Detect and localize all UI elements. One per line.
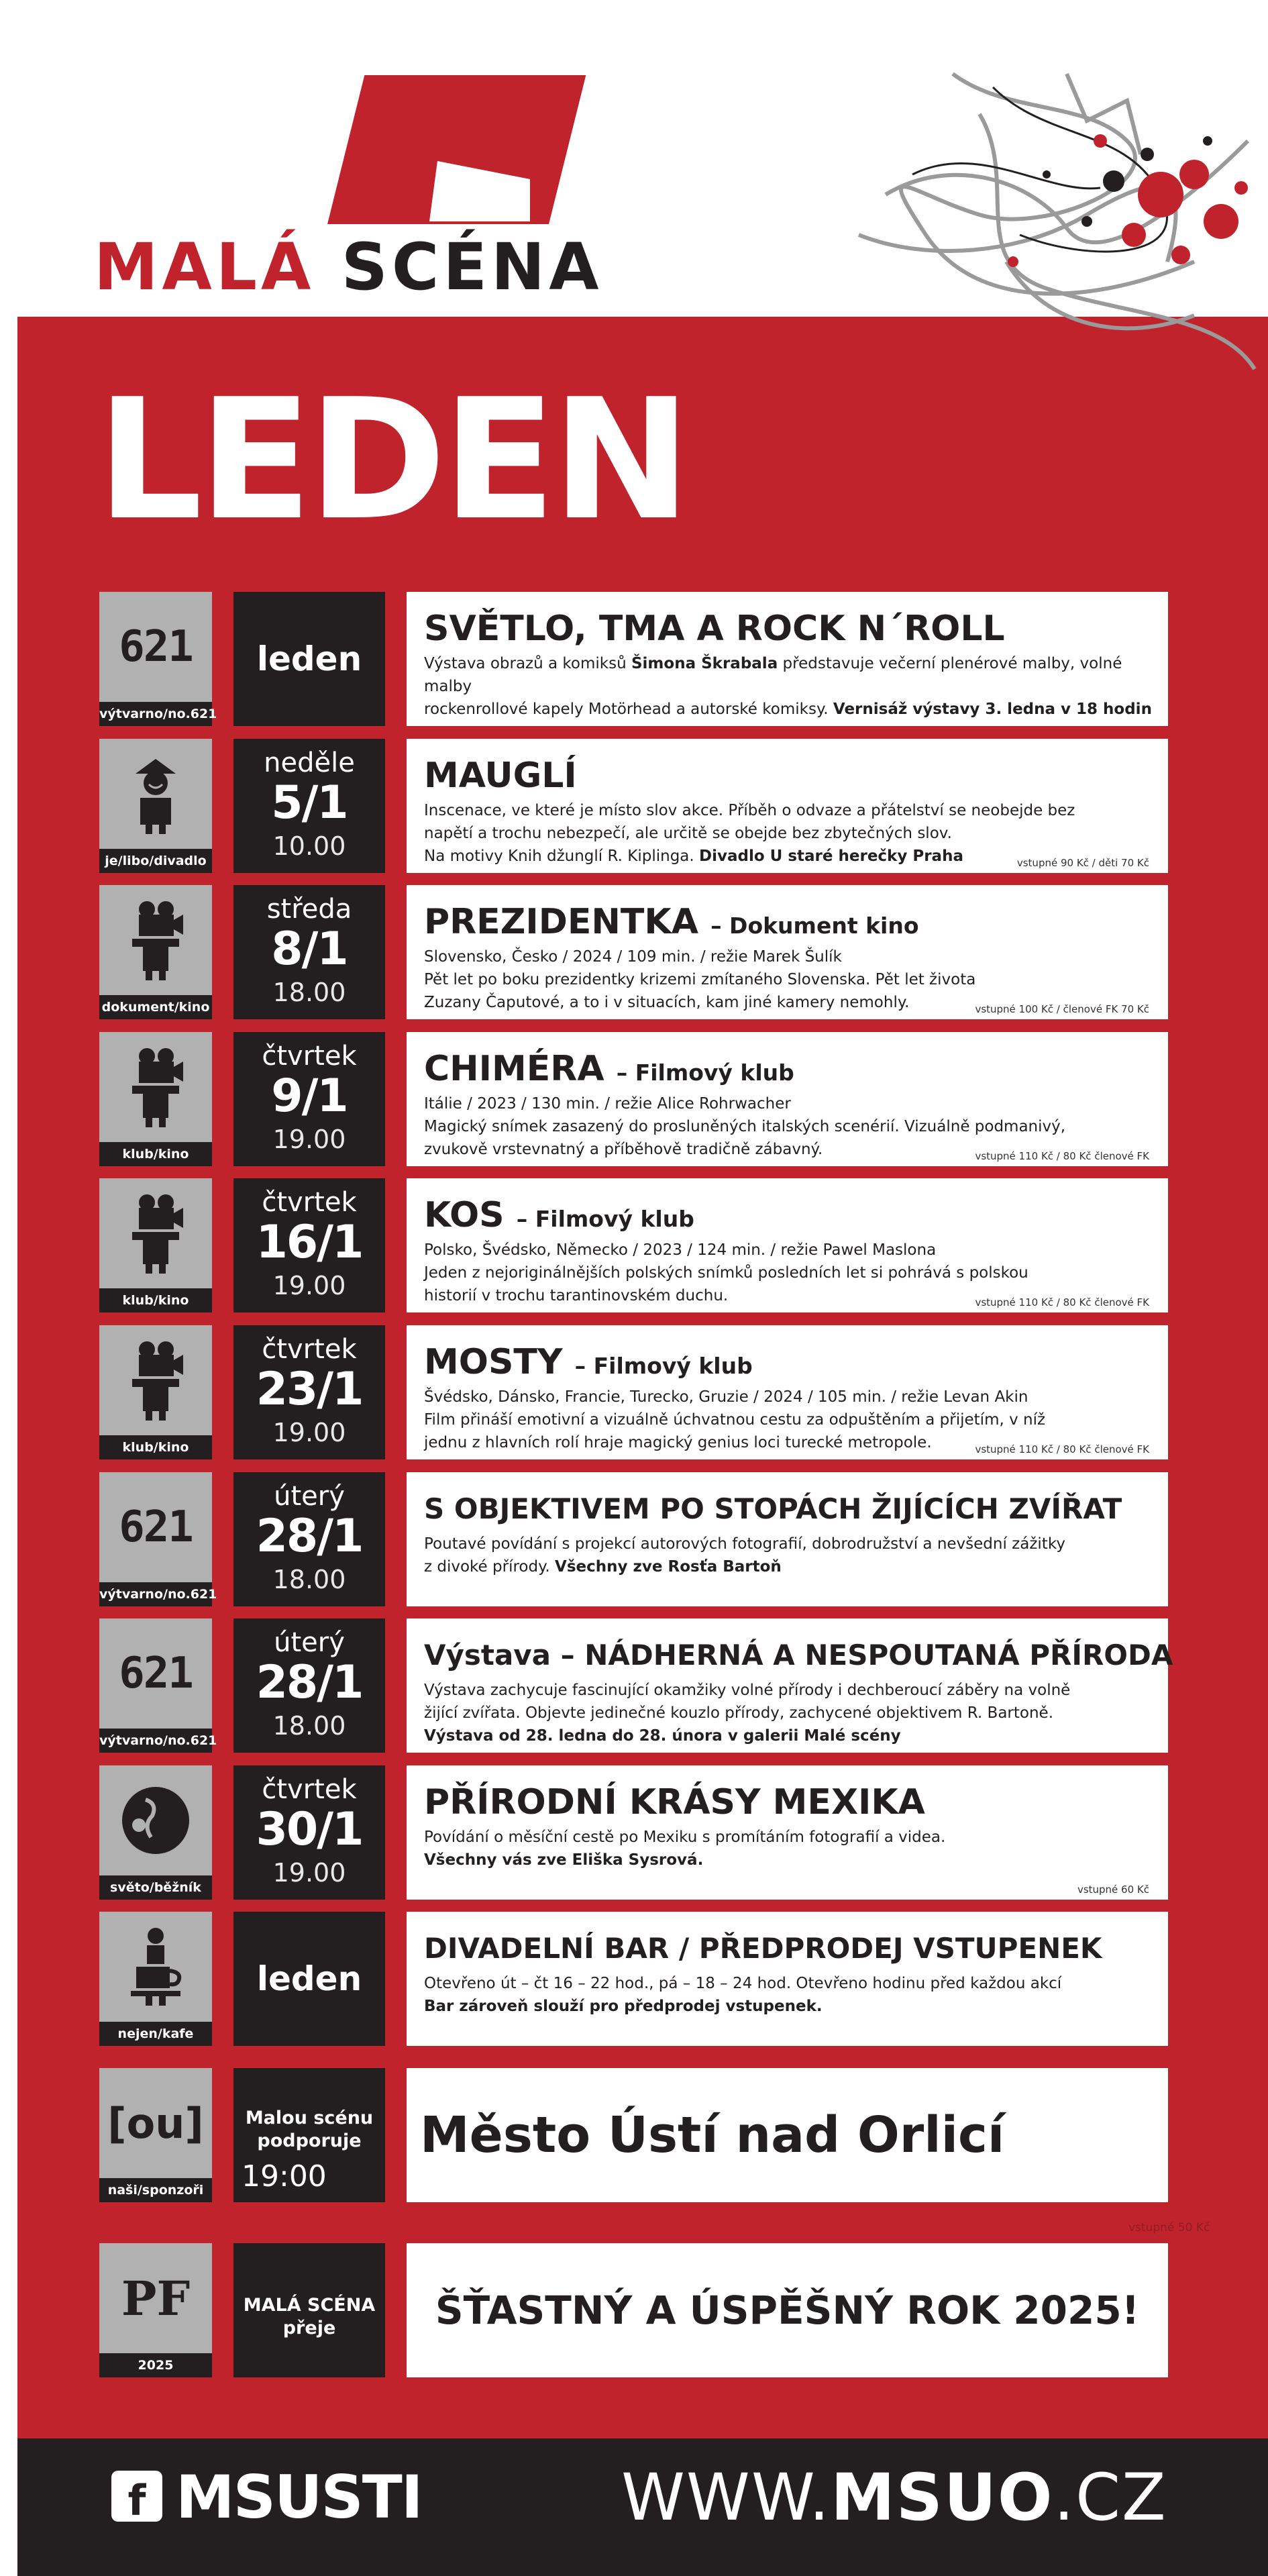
event-time: 10.00: [272, 831, 346, 861]
category-label: nejen/kafe: [99, 2022, 212, 2046]
event-date: 28/1: [256, 1656, 363, 1709]
event-title[interactable]: [424, 1490, 1122, 1529]
event-icon-box: [99, 1912, 212, 2046]
event-row: [0, 1472, 1268, 1606]
event-date-box: [233, 885, 385, 1019]
logo-word-scena: SCÉNA: [341, 229, 603, 305]
event-title-sub: – Filmový klub: [616, 1060, 794, 1086]
event-date-box: [233, 1618, 385, 1753]
event-card: [407, 1032, 1168, 1166]
web-prefix: WWW.: [621, 2460, 831, 2535]
event-weekday: úterý: [274, 1627, 345, 1658]
event-price: vstupné 60 Kč: [1077, 1884, 1149, 1896]
event-title-main: CHIMÉRA: [424, 1049, 604, 1089]
category-label: naši/sponzoři: [99, 2178, 212, 2202]
event-date: 30/1: [256, 1803, 363, 1856]
event-date-box: [233, 739, 385, 873]
event-icon-box: [99, 1325, 212, 1459]
event-time: 18.00: [272, 1711, 346, 1741]
gallery-621-text: 621: [119, 1502, 193, 1552]
event-weekday: čtvrtek: [262, 1334, 357, 1365]
gallery-621-icon: [99, 592, 212, 702]
category-label: světo/běžník: [99, 1875, 212, 1900]
event-title-main: DIVADELNÍ BAR / PŘEDPRODEJ VSTUPENEK: [424, 1932, 1102, 1965]
event-title[interactable]: [424, 903, 919, 945]
gallery-621-icon: [99, 1618, 212, 1729]
event-row: [0, 1765, 1268, 1900]
event-time: 18.00: [272, 978, 346, 1007]
coffee-figure-icon: [99, 1912, 212, 2022]
facebook-icon[interactable]: f: [111, 2471, 162, 2522]
pf-card: [407, 2243, 1168, 2377]
event-weekday: čtvrtek: [262, 1774, 357, 1805]
event-price: vstupné 110 Kč / 80 Kč členové FK: [975, 1443, 1149, 1455]
event-date-box: [233, 1032, 385, 1166]
event-date-word: leden: [256, 1959, 362, 1998]
event-date: 28/1: [256, 1510, 363, 1563]
event-title-main: S OBJEKTIVEM PO STOPÁCH ŽIJÍCÍCH ZVÍŘAT: [424, 1492, 1122, 1525]
event-card: [407, 1912, 1168, 2046]
sponsor-row: [0, 2068, 1268, 2202]
sponsor-support-text: Malou scénu podporuje: [245, 2108, 374, 2151]
event-price: vstupné 100 Kč / členové FK 70 Kč: [975, 1003, 1149, 1015]
event-title[interactable]: [424, 1049, 794, 1092]
film-camera-figure-icon: [99, 885, 212, 995]
film-camera-figure-icon: [99, 1032, 212, 1142]
event-weekday: čtvrtek: [262, 1187, 357, 1218]
event-price: vstupné 90 Kč / děti 70 Kč: [1016, 857, 1149, 869]
event-time: 19.00: [272, 1125, 346, 1154]
event-row: [0, 885, 1268, 1019]
event-date: 8/1: [271, 923, 348, 976]
event-weekday: neděle: [264, 748, 355, 778]
event-title-main: SVĚTLO, TMA A ROCK N´ROLL: [424, 609, 1005, 649]
category-label: je/libo/divadlo: [99, 849, 212, 873]
gallery-621-text: 621: [119, 1649, 193, 1698]
event-description: Otevřeno út – čt 16 – 22 hod., pá – 18 – 24 hod. Otevřeno hodinu před každou akcí Bar zároveň slouží pro předprodej vstupenek.: [424, 1975, 1062, 2015]
event-card: [407, 1472, 1168, 1606]
category-label: klub/kino: [99, 1142, 212, 1166]
film-camera-figure-icon: [99, 1325, 212, 1435]
category-label: klub/kino: [99, 1435, 212, 1459]
event-description: Výstava obrazů a komiksů Šimona Škrabala představuje večerní plenérové malby, volné malby rockenrollové kapely Motörhead a autorské komiksy. Vernisáž výstavy 3. ledna v 18 hodin: [424, 655, 1152, 718]
event-time: 18.00: [272, 1565, 346, 1594]
event-title-sub: – Filmový klub: [516, 1206, 694, 1232]
pf-icon-box: [99, 2243, 212, 2377]
event-time: 19.00: [272, 1271, 346, 1300]
event-title-main: MOSTY: [424, 1342, 563, 1382]
event-row: [0, 592, 1268, 726]
gallery-621-icon: [99, 1472, 212, 1582]
paint-splash-decoration: [845, 60, 1268, 436]
world-globe-icon: [99, 1765, 212, 1875]
event-date-box: [233, 1325, 385, 1459]
event-date-box: [233, 1912, 385, 2046]
event-title[interactable]: [424, 1196, 694, 1239]
event-icon-box: [99, 885, 212, 1019]
event-card: [407, 1765, 1168, 1900]
pf-label: MALÁ SCÉNA přeje: [243, 2295, 376, 2338]
category-label: výtvarno/no.621: [99, 1729, 212, 1753]
event-row: [0, 1178, 1268, 1312]
event-date-word: leden: [256, 639, 362, 678]
event-description: Švédsko, Dánsko, Francie, Turecko, Gruzie / 2024 / 105 min. / režie Levan Akin Film přináší emotivní a vizuálně úchvatnou cestu za odpuštěním a přijetím, v níž jednu z hlavních rolí hraje magický genius loci turecké metropole.: [424, 1388, 1046, 1451]
logo-word-mala: MALÁ: [94, 229, 315, 305]
event-card: [407, 592, 1168, 726]
footer: [17, 2438, 1268, 2576]
event-date: 23/1: [256, 1363, 363, 1416]
event-title[interactable]: [424, 1783, 925, 1822]
event-card: [407, 739, 1168, 873]
event-description: Slovensko, Česko / 2024 / 109 min. / režie Marek Šulík Pět let po boku prezidentky krizemi zmítaného Slovenska. Pět let života Zuzany Čaputové, a to i v situacích, kam jiné kamery nemohly.: [424, 948, 976, 1011]
category-label: výtvarno/no.621: [99, 702, 212, 726]
event-date: 9/1: [271, 1070, 348, 1123]
event-date-box: [233, 592, 385, 726]
sponsor-icon-box: [99, 2068, 212, 2202]
event-icon-box: [99, 1618, 217, 1753]
event-description: Poutavé povídání s projekcí autorových fotografií, dobrodružství a nevšední zážitky z divoké přírody. Všechny zve Rosťa Bartoň: [424, 1535, 1065, 1576]
sponsor-date-box: [233, 2068, 385, 2202]
event-description: Inscenace, ve které je místo slov akce. Příběh o odvaze a přátelství se neobejde bez napětí a trochu nebezpečí, ale určitě se obejde bez zbytečných slov. Na motivy Knih džunglí R. Kiplinga. Divadlo U staré herečky Praha: [424, 802, 1075, 865]
event-card: [407, 1178, 1168, 1312]
event-card: [407, 885, 1168, 1019]
event-title-sub: – Dokument kino: [710, 913, 919, 939]
event-date: 5/1: [271, 776, 348, 829]
event-row: [0, 1325, 1268, 1459]
facebook-handle[interactable]: MSUSTI: [176, 2463, 422, 2532]
event-title[interactable]: [424, 1636, 1173, 1675]
category-label: výtvarno/no.621: [99, 1582, 212, 1606]
event-title[interactable]: [424, 609, 1005, 648]
category-label: 2025: [99, 2353, 212, 2377]
logo-wordmark: [94, 229, 603, 305]
film-camera-figure-icon: [99, 1178, 212, 1288]
gallery-621-text: 621: [119, 622, 193, 672]
event-title-main: PREZIDENTKA: [424, 902, 698, 942]
event-title-sub: – Filmový klub: [574, 1353, 753, 1379]
event-icon-box: [99, 1472, 217, 1606]
event-icon-box: [99, 1765, 212, 1900]
event-description: Polsko, Švédsko, Německo / 2023 / 124 min. / režie Pawel Maslona Jeden z nejoriginálnějších polských snímků posledních let si pohrává s polskou historií v trochu tarantinovském duchu.: [424, 1241, 1028, 1304]
admission-price-note: vstupné 50 Kč: [1128, 2221, 1210, 2234]
event-date-box: [233, 1178, 385, 1312]
event-title[interactable]: [424, 756, 577, 795]
event-row: [0, 1912, 1268, 2046]
event-description: Itálie / 2023 / 130 min. / režie Alice Rohrwacher Magický snímek zasazený do prosluněných italských scenérií. Vizuálně podmanivý, zvukově vrstevnatný a příběhově tradičně zábavný.: [424, 1095, 1066, 1158]
event-title-main: PŘÍRODNÍ KRÁSY MEXIKA: [424, 1782, 925, 1822]
pf-icon-text: PF: [121, 2270, 191, 2326]
event-description: Povídání o měsíční cestě po Mexiku s promítáním fotografií a videa. Všechny vás zve Eliška Sysrová.: [424, 1828, 946, 1869]
event-row: [0, 739, 1268, 873]
city-logo-text: [ou]: [107, 2098, 204, 2148]
event-title[interactable]: [424, 1343, 753, 1386]
event-date: 16/1: [256, 1216, 363, 1269]
category-label: klub/kino: [99, 1288, 212, 1312]
pf-date-box: [233, 2243, 385, 2377]
website-link[interactable]: [621, 2460, 1167, 2535]
pf-icon: [99, 2243, 212, 2353]
event-description: Výstava zachycuje fascinující okamžiky volné přírody i dechberoucí záběry na volně žijící zvířata. Objevte jedinečné kouzlo přírody, zachycené objektivem R. Bartoně. Výstava od 28. ledna do 28. února v galerii Malé scény: [424, 1682, 1071, 1745]
sponsor-time: 19:00: [242, 2159, 327, 2194]
event-title-main: Výstava – NÁDHERNÁ A NESPOUTANÁ PŘÍRODA: [424, 1639, 1173, 1671]
event-date-box: [233, 1472, 385, 1606]
event-row: [0, 1618, 1268, 1753]
event-card: [407, 1325, 1168, 1459]
event-price: vstupné 110 Kč / 80 Kč členové FK: [975, 1296, 1149, 1308]
event-title[interactable]: [424, 1929, 1102, 1968]
event-time: 19.00: [272, 1418, 346, 1447]
event-icon-box: [99, 1032, 212, 1166]
event-card: [407, 1618, 1173, 1753]
pf-title: ŠŤASTNÝ A ÚSPĚŠNÝ ROK 2025!: [435, 2287, 1140, 2333]
sponsor-card: [407, 2068, 1168, 2202]
event-price: vstupné 110 Kč / 80 Kč členové FK: [975, 1150, 1149, 1162]
event-title-main: MAUGLÍ: [424, 756, 577, 796]
month-heading: LEDEN: [97, 364, 688, 557]
event-weekday: úterý: [274, 1481, 345, 1512]
event-icon-box: [99, 739, 212, 873]
web-suffix: .CZ: [1053, 2460, 1167, 2535]
theatre-figure-icon: [99, 739, 212, 849]
event-date-box: [233, 1765, 385, 1900]
event-weekday: středa: [266, 894, 352, 925]
web-domain: MSUO: [831, 2460, 1054, 2535]
event-icon-box: [99, 1178, 212, 1312]
event-icon-box: [99, 592, 217, 726]
category-label: dokument/kino: [99, 995, 212, 1019]
event-time: 19.00: [272, 1858, 346, 1888]
event-title-main: KOS: [424, 1195, 505, 1235]
sponsor-title: Město Ústí nad Orlicí: [420, 2106, 1005, 2164]
event-weekday: čtvrtek: [262, 1041, 357, 1072]
city-logo-icon: [99, 2068, 212, 2178]
event-row: [0, 1032, 1268, 1166]
pf-row: [0, 2243, 1268, 2377]
